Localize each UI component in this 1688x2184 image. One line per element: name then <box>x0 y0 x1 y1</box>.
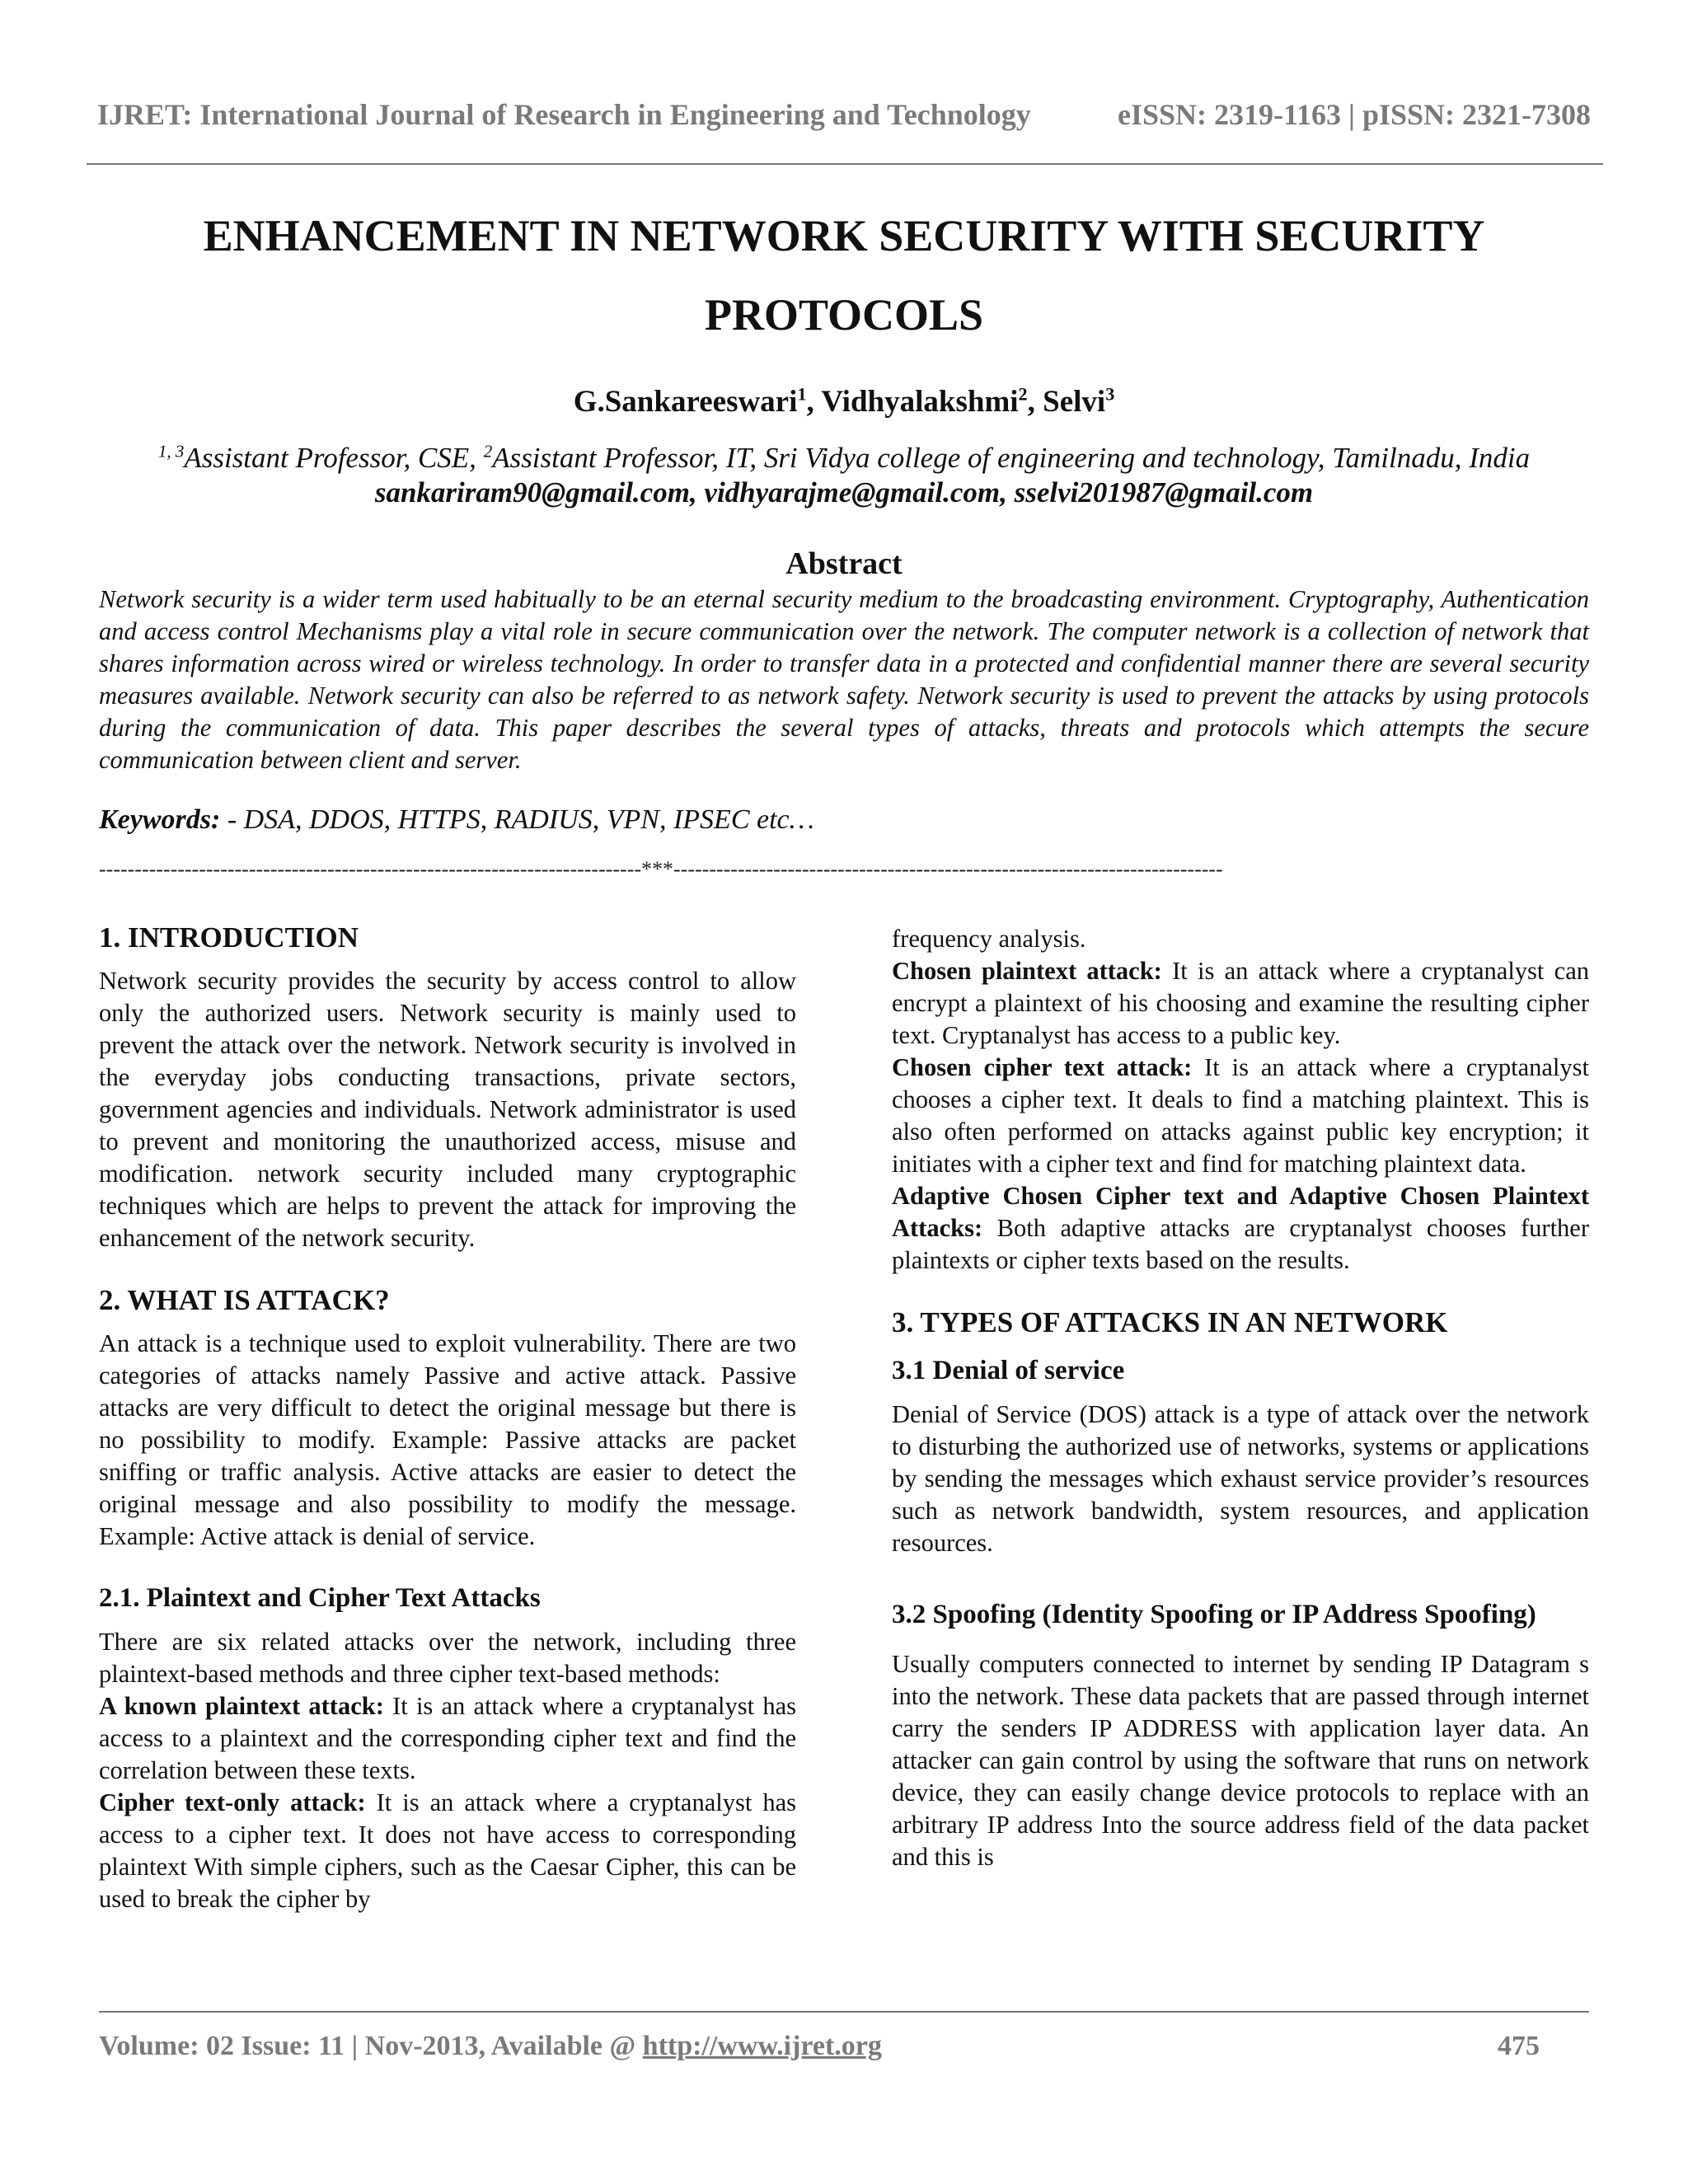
author-3: Selvi <box>1043 385 1106 419</box>
chosen-plaintext-paragraph <box>892 955 1589 1052</box>
author-3-sup: 3 <box>1105 383 1115 405</box>
keywords-text: - DSA, DDOS, HTTPS, RADIUS, VPN, IPSEC etc… <box>220 804 814 835</box>
plaintext-cipher-text: There are six related attacks over the network, including three plaintext-based methods and three cipher text-based methods: <box>99 1628 796 1688</box>
heading-plaintext-cipher: 2.1. Plaintext and Cipher Text Attacks <box>99 1583 541 1613</box>
author-2: Vidhyalakshmi <box>821 385 1019 419</box>
chosen-plaintext-text: It is an attack where a cryptanalyst can encrypt a plaintext of his choosing and examine the resulting cipher text. Cryptanalyst has access to a public key. <box>892 957 1589 1049</box>
section-separator: ----------------------------------------------------------------------------***----------------------------------------------------------------------------- <box>99 857 1223 881</box>
adaptive-text: Both adaptive attacks are cryptanalyst chooses further plaintexts or cipher texts based on the results. <box>892 1214 1589 1274</box>
heading-spoofing: 3.2 Spoofing (Identity Spoofing or IP Address Spoofing) <box>892 1600 1536 1629</box>
paper-title <box>124 196 1564 354</box>
page-number: 475 <box>1498 2031 1540 2061</box>
running-header <box>97 97 1591 132</box>
affiliation-sup-2: 2 <box>483 441 493 462</box>
abstract-text: Network security is a wider term used habitually to be an eternal security medium to the broadcasting environment. Cryptography, Authentication and access control Mechanisms play a vital role in secure communication over the network. The computer network is a collection of network that shares information across wired or wireless technology. In order to transfer data in a protected and confidential manner there are several security measures available. Network security can also be referred to as network safety. Network security is used to prevent the attacks by using protocols during the communication of data. This paper describes the several types of attacks, threats and protocols which attempts the secure communication between client and server. <box>99 585 1589 774</box>
heading-denial-of-service: 3.1 Denial of service <box>892 1356 1125 1385</box>
heading-introduction: 1. INTRODUCTION <box>99 921 359 954</box>
chosen-cipher-paragraph <box>892 1052 1589 1180</box>
cipher-only-text: It is an attack where a cryptanalyst has access to a cipher text. It does not have access to corresponding plaintext With simple ciphers, such as the Caesar Cipher, this can be used to break the cipher by <box>99 1788 796 1913</box>
chosen-cipher-label: Chosen cipher text attack: <box>892 1053 1193 1081</box>
author-1: G.Sankareeswari <box>573 385 798 419</box>
affiliation-sup-1: 1, 3 <box>157 441 185 462</box>
footer-volume-info <box>99 2031 882 2062</box>
keywords-label: Keywords: <box>99 804 221 835</box>
introduction-text: Network security provides the security by access control to allow only the authorized users. Network security is mainly used to prevent the attack over the network. Network security is involved in the everyday jobs conducting transactions, private sectors, government agencies and individuals. Network administrator is used to prevent and monitoring the unauthorized access, misuse and modification. network security included many cryptographic techniques which are helps to prevent the attack for improving the enhancement of the network security. <box>99 967 796 1252</box>
footer-volume: Volume: 02 Issue: 11 | Nov-2013, Available @ <box>99 2031 643 2061</box>
adaptive-paragraph <box>892 1180 1589 1277</box>
chosen-plaintext-label: Chosen plaintext attack: <box>892 957 1162 985</box>
known-plaintext-paragraph <box>99 1690 796 1787</box>
continued-text: frequency analysis. <box>892 925 1086 953</box>
left-column <box>99 921 796 1915</box>
running-footer <box>99 2031 1540 2062</box>
abstract-heading: Abstract <box>785 546 903 581</box>
title-line-1: ENHANCEMENT IN NETWORK SECURITY WITH SECURITY <box>203 211 1485 260</box>
journal-name: IJRET: International Journal of Research in Engineering and Technology <box>97 98 1031 131</box>
cipher-only-label: Cipher text-only attack: <box>99 1788 366 1816</box>
author-emails: sankariram90@gmail.com, vidhyarajme@gmail.com, sselvi201987@gmail.com <box>374 476 1314 509</box>
right-column <box>892 923 1589 1873</box>
affiliation-text-1: Assistant Professor, CSE, <box>184 442 484 474</box>
author-2-sup: 2 <box>1018 383 1028 405</box>
affiliation <box>0 442 1688 475</box>
heading-types-of-attacks: 3. TYPES OF ATTACKS IN AN NETWORK <box>892 1306 1448 1338</box>
spoofing-text: Usually computers connected to internet by sending IP Datagram s into the network. These data packets that are passed through internet carry the senders IP ADDRESS with application layer data. An attacker can gain control by using the software that runs on network device, they can easily change device protocols to replace with an arbitrary IP address Into the source address field of the data packet and this is <box>892 1650 1589 1871</box>
known-plaintext-label: A known plaintext attack: <box>99 1692 384 1720</box>
keywords <box>99 804 814 836</box>
attack-text: An attack is a technique used to exploit vulnerability. There are two categories of attacks namely Passive and active attack. Passive attacks are very difficult to detect the original message but there is no possibility to modify. Example: Passive attacks are packet sniffing or traffic analysis. Active attacks are easier to detect the original message and also possibility to modify the message. Example: Active attack is denial of service. <box>99 1329 796 1550</box>
authors: G.Sankareeswari$^1$, Vidhyalakshmi$^2$, Selvi$^3$ <box>573 383 1115 419</box>
author-1-sup: 1 <box>797 383 807 405</box>
cipher-only-paragraph <box>99 1787 796 1915</box>
issn: eISSN: 2319-1163 | pISSN: 2321-7308 <box>1118 98 1591 131</box>
known-plaintext-text: It is an attack where a cryptanalyst has access to a plaintext and the corresponding cipher text and find the correlation between these texts. <box>99 1692 796 1784</box>
footer-url-link[interactable]: http://www.ijret.org <box>642 2031 882 2061</box>
adaptive-label: Adaptive Chosen Cipher text and Adaptive Chosen Plaintext Attacks: <box>892 1182 1589 1242</box>
affiliation-text-2: Assistant Professor, IT, Sri Vidya college of engineering and technology, Tamilnadu, India <box>492 442 1531 474</box>
footer-rule <box>99 2011 1589 2013</box>
heading-what-is-attack: 2. WHAT IS ATTACK? <box>99 1284 390 1316</box>
title-line-2: PROTOCOLS <box>704 290 984 340</box>
chosen-cipher-text: It is an attack where a cryptanalyst chooses a cipher text. It deals to find a matching plaintext. This is also often performed on attacks against public key encryption; it initiates with a cipher text and find for matching plaintext data. <box>892 1053 1589 1178</box>
denial-of-service-text: Denial of Service (DOS) attack is a type of attack over the network to disturbing the authorized use of networks, systems or applications by sending the messages which exhaust service provider’s resources such as network bandwidth, system resources, and application resources. <box>892 1400 1589 1557</box>
header-rule <box>87 163 1603 165</box>
